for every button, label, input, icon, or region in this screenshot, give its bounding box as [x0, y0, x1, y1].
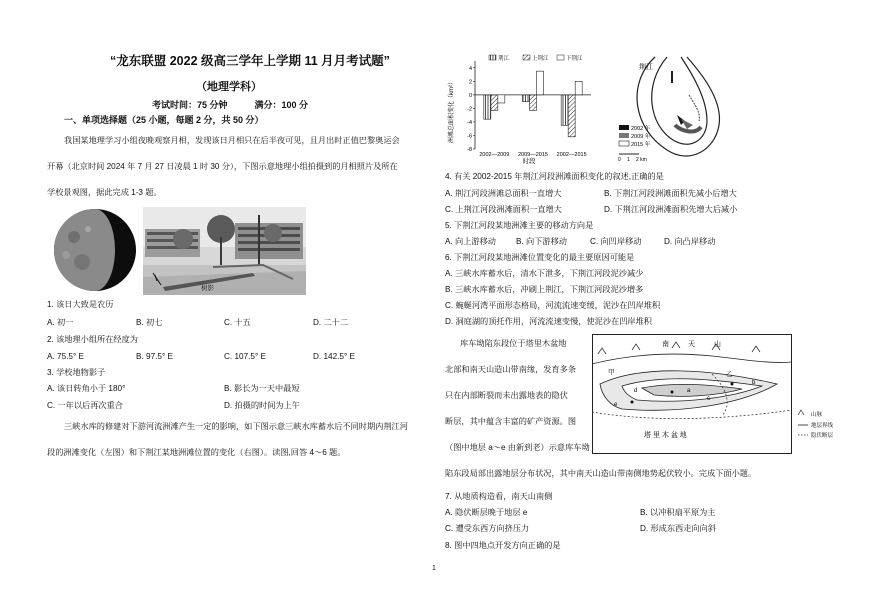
chart-category-label-0: 2002—2009 — [479, 152, 510, 158]
chart-ytick-label-4: -4 — [467, 119, 472, 126]
q5-option-b[interactable]: B. 向下游移动 — [516, 237, 567, 246]
q1-option-b[interactable]: B. 初七 — [136, 318, 163, 327]
place-yi: 乙 — [726, 371, 733, 378]
intro2-line2: 段的洲滩变化（左图）和下荆江某地洲滩位置的变化（右图）。读图,回答 4～6 题。 — [47, 448, 346, 457]
intro3-line2: 北部和南天山造山带南缘，发育多条 — [445, 365, 577, 374]
q6-option-a[interactable]: A. 三峡水库蓄水后，清水下泄多，下荆江河段泥沙减少 — [445, 269, 644, 278]
legend-swatch-0 — [489, 55, 496, 60]
legend-swatch-1 — [523, 55, 530, 60]
q5-option-c[interactable]: C. 向凹岸移动 — [590, 237, 642, 246]
q7-option-a[interactable]: A. 隐伏断层晚于地层 e — [445, 508, 528, 517]
chart-ytick-label-1: 2 — [468, 79, 472, 86]
legend-2002-swatch — [619, 125, 629, 130]
q7-option-c[interactable]: C. 遭受东西方向挤压力 — [445, 524, 530, 533]
q1-option-d[interactable]: D. 二十二 — [313, 318, 349, 327]
bar-chart-svg — [445, 53, 595, 165]
scale-2km: 2 km — [636, 157, 647, 163]
jingjiang-river-label: 荆江 — [639, 64, 653, 71]
section-heading: 一、单项选择题（25 小题，每题 2 分，共 50 分） — [64, 115, 264, 125]
chart-xlabel: 时段 — [522, 158, 536, 165]
bar-2-2 — [575, 81, 582, 95]
bar-0-1 — [523, 95, 530, 102]
q5-option-a[interactable]: A. 向上游移动 — [445, 237, 496, 246]
q3-option-d[interactable]: D. 拍摄的时间为上午 — [224, 401, 300, 410]
chart-ytick-label-6: -8 — [467, 147, 472, 153]
q4-option-c[interactable]: C. 上荆江河段洲滩面积一直增大 — [445, 205, 562, 214]
q7-option-d[interactable]: D. 形成东西走向向斜 — [640, 524, 716, 533]
q1-stem: 1. 该日大致是农历 — [47, 300, 114, 309]
bar-1-1 — [530, 95, 537, 111]
q2-option-d[interactable]: D. 142.5° E — [313, 352, 355, 361]
q6-option-c[interactable]: C. 蜿蜒河湾平面形态格局，河流流速变缓，泥沙在凹岸堆积 — [445, 301, 661, 310]
mountain-char-3: 山 — [714, 341, 721, 348]
chart-ytick-label-2: 0 — [468, 92, 472, 99]
legend-swatch-2 — [557, 55, 564, 60]
subject-title: （地理学科） — [196, 81, 262, 93]
bar-2-1 — [537, 71, 544, 95]
chart-ytick-label-3: -2 — [467, 106, 472, 113]
q2-stem: 2. 该地理小组所在经度为 — [47, 335, 138, 344]
intro2-line1: 三峡水库的修建对下游河流洲滩产生一定的影响，如下图示意三峡水库蓄水后不同时期内荆江河 — [64, 422, 408, 431]
scale-1: 1 — [627, 157, 630, 163]
mountain-char-1: 南 — [662, 341, 669, 348]
layer-a: a — [687, 388, 691, 394]
legend-2015-swatch — [619, 141, 629, 146]
q4-option-a[interactable]: A. 荆江河段洲滩总面积一直增大 — [445, 189, 562, 198]
q4-stem: 4. 有关 2002-2015 年荆江河段洲滩面积变化的叙述,正确的是 — [445, 172, 664, 181]
legend-label-1: 上荆江 — [532, 56, 549, 62]
q2-option-c[interactable]: C. 107.5° E — [224, 352, 266, 361]
bar-1-2 — [568, 95, 575, 137]
legend-boundary: 地层界线 — [811, 423, 834, 429]
chart-category-label-1: 2009—2015 — [518, 152, 548, 158]
q2-option-b[interactable]: B. 97.5° E — [136, 352, 173, 361]
mountain-char-2: 天 — [688, 341, 695, 348]
exam-title: “龙东联盟 2022 级高三学年上学期 11 月月考试题” — [110, 54, 390, 68]
q1-option-c[interactable]: C. 十五 — [224, 318, 251, 327]
sandbar-area-chart — [445, 53, 595, 165]
q3-option-a[interactable]: A. 该日转角小于 180° — [47, 384, 126, 393]
legend-label-0: 荆江 — [498, 56, 510, 62]
school-scene-photo — [143, 207, 306, 295]
q8-stem: 8. 图中四地点开发方向正确的是 — [445, 541, 561, 550]
chart-ytick-label-5: -6 — [467, 133, 472, 140]
q3-option-b[interactable]: B. 影长为一天中最短 — [224, 384, 300, 393]
legend-label-2: 下荆江 — [566, 56, 583, 62]
q4-option-b[interactable]: B. 下荆江河段洲滩面积先减小后增大 — [604, 189, 737, 198]
legend-2009-swatch — [619, 133, 629, 138]
q6-stem: 6. 下荆江河段某地洲滩位置变化的最主要原因可能是 — [445, 253, 635, 262]
intro1-line2: 开幕（北京时间 2024 年 7 月 27 日凌晨 1 时 30 分），下图示意地理小组拍摄到的月相照片及所在 — [47, 162, 398, 171]
bar-0-2 — [561, 95, 568, 125]
intro1-line3: 学校景观图，据此完成 1-3 题。 — [47, 188, 162, 197]
q3-option-c[interactable]: C. 一年以后再次重合 — [47, 401, 123, 410]
kuqa-geology-map — [592, 334, 792, 454]
q7-option-b[interactable]: B. 以冲积扇平原为主 — [640, 508, 716, 517]
legend-fault: 隐伏断层 — [811, 433, 834, 439]
q4-option-d[interactable]: D. 下荆江河段洲滩面积先增大后减小 — [604, 205, 738, 214]
q2-option-a[interactable]: A. 75.5° E — [47, 352, 84, 361]
legend-2009-label: 2009 年 — [631, 134, 651, 140]
bar-2-0 — [498, 95, 505, 103]
q5-option-d[interactable]: D. 向凸岸移动 — [664, 237, 716, 246]
intro1-line1: 我国某地理学习小组夜晚观察月相，发现该日月相只在后半夜可见，且月出时正值巴黎奥运会 — [64, 136, 400, 145]
tree-shadow-label: 树影 — [201, 285, 214, 292]
layer-e: e — [614, 402, 618, 408]
tarim-basin-label: 塔 里 木 盆 地 — [644, 432, 687, 439]
intro3-line4: 断层，其中蕴含丰富的矿产资源。图 — [445, 417, 577, 426]
q5-stem: 5. 下荆江河段某地洲滩主要的移动方向是 — [445, 221, 594, 230]
intro3-line5: （图中地层 a～e 由新到老）示意库车坳 — [445, 443, 590, 452]
q3-stem: 3. 学校地物影子 — [47, 368, 106, 377]
q7-stem: 7. 从地质构造看，南天山南侧 — [445, 492, 553, 501]
place-jia: 甲 — [608, 369, 615, 376]
intro3-line6: 陷东段局部出露地层分布状况，其中南天山造山带南侧地势起伏较小。完成下面小题。 — [445, 469, 757, 478]
layer-d: d — [634, 388, 638, 394]
intro3-line1: 库车坳陷东段位于塔里木盆地 — [460, 339, 567, 348]
q6-option-b[interactable]: B. 三峡水库蓄水后，冲刷上荆江，下荆江河段泥沙增多 — [445, 285, 644, 294]
chart-ytick-label-0: 4 — [468, 65, 472, 72]
exam-time-info: 考试时间：75 分钟 满分：100 分 — [152, 100, 309, 110]
chart-category-label-2: 2002—2015 — [556, 152, 587, 158]
bar-1-0 — [491, 95, 498, 111]
scale-0: 0 — [618, 157, 621, 163]
q6-option-d[interactable]: D. 洞庭湖的顶托作用，河流流速变慢，使泥沙在凹岸堆积 — [445, 317, 652, 326]
bar-0-0 — [484, 95, 491, 119]
layer-c: c — [707, 396, 710, 402]
legend-2015-label: 2015 年 — [631, 142, 651, 148]
layer-b: b — [752, 380, 756, 386]
river-meander-map — [615, 55, 735, 163]
geology-legend — [796, 406, 856, 446]
moon-photo — [52, 207, 138, 293]
page-number: 1 — [432, 565, 436, 572]
intro3-line3: 只在内部断裂而未出露地表的隐伏 — [445, 391, 568, 400]
legend-2002-label: 2002 年 — [631, 126, 651, 132]
legend-mountain: 山脉 — [811, 412, 823, 418]
chart-ylabel: 洲滩总面积变化（km²） — [449, 79, 455, 143]
q1-option-a[interactable]: A. 初一 — [47, 318, 74, 327]
